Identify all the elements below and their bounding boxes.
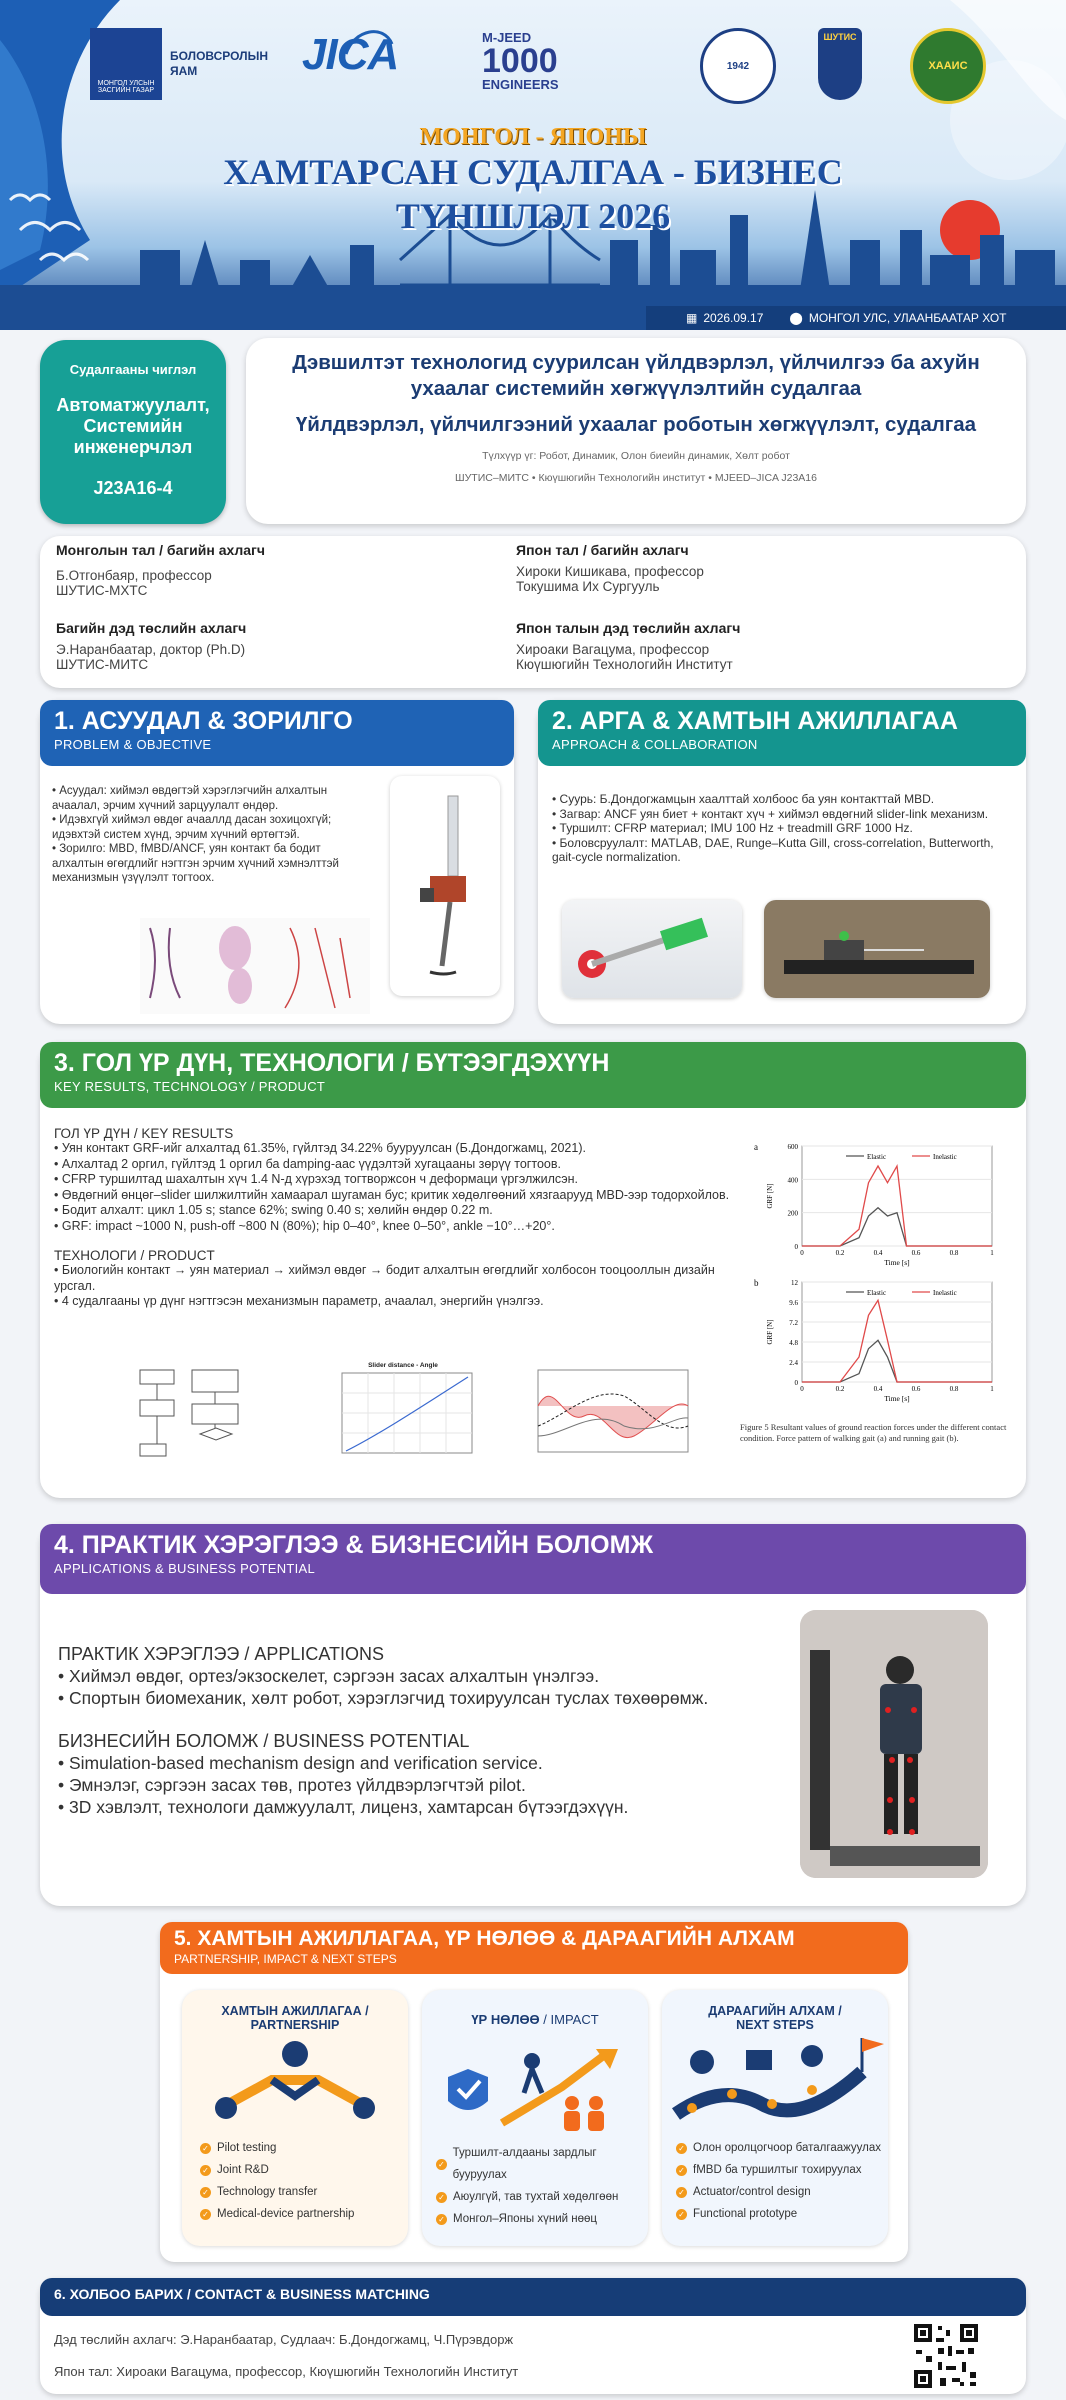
section-results-subtitle: KEY RESULTS, TECHNOLOGY / PRODUCT [54,1079,326,1094]
location-pin-icon: ⬤ [789,311,803,325]
project-title-card [246,338,1026,524]
mn-lead [56,542,265,598]
mn-lead-org: ШУТИС-МХТС [56,583,148,598]
legend-label: Inelastic [933,1153,957,1161]
calendar-icon: ▦ [686,311,698,325]
jp-lead [516,542,704,594]
section-problem-header [40,700,514,766]
test-rig-photo [764,900,990,998]
business-heading: БИЗНЕСИЙН БОЛОМЖ / BUSINESS POTENTIAL [58,1731,470,1751]
mjeed-text: M-JEED [482,30,532,45]
x-tick-label: 0 [800,1249,804,1257]
partnership-item-label: Joint R&D [217,2164,269,2176]
business-item: • 3D хэвлэлт, технологи дамжуулалт, лиценз, хамтарсан бүтээгдэхүүн. [58,1796,798,1818]
partnership-item [200,2137,408,2159]
next-step-label: Олон оролцогчоор баталгаажуулах [693,2142,882,2154]
x-tick-label: 0.2 [835,1249,845,1257]
jp-sub-lead [516,620,740,672]
check-icon: ✓ [436,2214,447,2225]
gait-cycle-chart [524,1366,704,1470]
legend-label: Inelastic [933,1289,957,1297]
mn-lead-name: Б.Отгонбаяр, профессор [56,568,212,583]
approach-item: • Суурь: Б.Дондогжамцын хаалттай холбоос ба уян контакттай MBD. [552,792,1012,807]
poster-title-line2: ТҮНШЛЭЛ 2026 [395,196,671,236]
y-tick-label: 4.8 [789,1339,798,1347]
y-axis-label: GRF [N] [766,1183,774,1209]
y-tick-label: 2.4 [789,1359,798,1367]
project-title: Дэвшилтэт технологид суурилсан үйлдвэрлэл, үйлчилгээ ба ахуйн ухаалаг системийн хөгжүүлэлтийн судалгаа [292,351,980,400]
treadmill-walking-photo [800,1610,988,1878]
test-rig-icon [764,900,990,998]
impact-item-label: Аюулгүй, тав тухтай хөдөлгөөн [453,2191,619,2203]
section-approach-subtitle: APPROACH & COLLABORATION [552,737,758,752]
results-heading: ГОЛ ҮР ДҮН / KEY RESULTS [54,1126,234,1141]
panel-label: b [754,1278,759,1288]
y-tick-label: 400 [787,1176,798,1185]
check-icon: ✓ [200,2143,211,2154]
check-icon: ✓ [676,2143,687,2154]
tech-item: • 4 судалгааны үр дүнг нэгтгэсэн механизмын параметр, ачаалал, энергийн үнэлгээ. [54,1294,754,1310]
partnership-col-heading: ХАМТЫН АЖИЛЛАГАА / [221,2004,369,2018]
problem-item: • Асуудал: хиймэл өвдөгтэй хэрэглэгчийн алхалтын ачаалал, эрчим хүчний зарцуулалт өндөр. [52,784,372,813]
y-tick-label: 600 [787,1143,798,1151]
section-results-title: 3. ГОЛ ҮР ДҮН, ТЕХНОЛОГИ / БҮТЭЭГДЭХҮҮН [54,1049,610,1077]
problem-item: • Зорилго: MBD, fMBD/ANCF, уян контакт ба бодит алхалтын өгөгдлийг нэгтгэн эрчим хүчний хэмнэлттэй механизмын үзүүлэлт тогтоох. [52,842,372,886]
section-problem [40,700,514,1024]
partnership-item [200,2181,408,2203]
impact-item-label: Монгол–Японы хүний нөөц [453,2213,598,2225]
x-tick-label: 0 [800,1385,804,1393]
partnership-item-label: Medical-device partnership [217,2208,355,2220]
next-step-label: Functional prototype [693,2208,798,2220]
y-tick-label: 12 [791,1279,798,1287]
plot-area [802,1282,992,1382]
direction-field: Автоматжуулалт, Системийн инженерчлэл [56,395,210,457]
next-step-label: Actuator/control design [693,2186,811,2198]
x-tick-label: 0.6 [911,1249,921,1257]
section-problem-title: 1. АСУУДАЛ & ЗОРИЛГО [54,707,353,735]
next-steps-heading2: NEXT STEPS [736,2018,814,2032]
applications-heading: ПРАКТИК ХЭРЭГЛЭЭ / APPLICATIONS [58,1644,385,1664]
impact-item [436,2142,648,2186]
direction-label: Судалгааны чиглэл [69,362,197,377]
poster-header [0,0,1066,330]
section-approach-header [538,700,1026,766]
figure-caption: Figure 5 Resultant values of ground reaction forces under the different contact condition. Force pattern of walking gait (a) and running gait (b). [740,1422,1007,1443]
x-tick-label: 0.2 [835,1385,845,1393]
contact-line-mn: Дэд төслийн ахлагч: Э.Наранбаатар, Судлаач: Б.Дондогжамц, Ч.Пүрэвдорж [54,2332,514,2347]
x-tick-label: 0.8 [949,1249,959,1257]
must-shield-text: ШУТИС [823,32,857,42]
research-direction-box [40,340,226,524]
section-partnership-subtitle: PARTNERSHIP, IMPACT & NEXT STEPS [174,1952,397,1966]
problem-item: • Идэвхгүй хиймэл өвдөг ачааллд дасан зохицохгүй; идэвхтэй систем хүнд, эрчим хүчний өртөгтэй. [52,813,372,842]
jica-text: JICA [302,30,399,79]
section-partnership-header [160,1922,908,1974]
jp-lead-heading: Япон тал / багийн ахлагч [516,542,689,558]
result-item: • Уян контакт GRF-ийг алхалтад 61.35%, гүйлтэд 34.22% бууруулсан (Б.Дондогжамц, 2021). [54,1141,754,1157]
jp-lead-org: Токушима Их Сургууль [516,579,660,594]
x-axis-label: Time [s] [884,1258,910,1267]
ministry-logo [90,28,269,100]
next-steps-list [662,2137,888,2225]
must-shield-logo [818,28,862,100]
result-item: • Алхалтад 2 оргил, гүйлтэд 1 оргил ба damping-аас үүдэлтэй хугацааны зөрүү тогтоов. [54,1157,754,1173]
y-tick-label: 7.2 [789,1319,798,1327]
contact-line-jp: Япон тал: Хироаки Вагацума, профессор, Кюүшюгийн Технологийн Институт [54,2364,519,2379]
tech-heading: ТЕХНОЛОГИ / PRODUCT [54,1248,215,1263]
x-tick-label: 0.4 [873,1249,883,1257]
impact-item [436,2208,648,2230]
section-results [40,1042,1026,1498]
partnership-item [200,2159,408,2181]
mn-sub-heading: Багийн дэд төслийн ахлагч [56,620,247,636]
slider-angle-chart [328,1362,478,1466]
section-applications-header [40,1524,1026,1594]
flowchart-icon [130,1364,260,1464]
applications-list [58,1665,798,1709]
jp-sub-name: Хироаки Вагацума, профессор [516,642,710,657]
section-contact-title: 6. ХОЛБОО БАРИХ / CONTACT & BUSINESS MATCHING [54,2286,430,2302]
growth-impact-icon [422,2027,648,2137]
mjeed-engineers: ENGINEERS [482,77,559,92]
result-item: • CFRP туршилтад шахалтын хүч 1.4 N-д хүрэхэд тогтворжсон ч деформаци үргэлжилсэн. [54,1172,754,1188]
mongolia-emblem-icon [90,28,162,100]
impact-column [422,1990,648,2246]
partnership-item [200,2203,408,2225]
partnership-column [182,1990,408,2246]
x-axis-label: Time [s] [884,1394,910,1403]
section-applications [40,1524,1026,1906]
next-steps-heading: ДАРААГИЙН АЛХАМ / [708,2004,842,2018]
anatomy-sketch-icon [140,918,370,1014]
mjeed-logo [482,30,559,92]
partnership-item-label: Pilot testing [217,2142,277,2154]
slider-angle-title: Slider distance - Angle [368,1362,438,1369]
result-item: • Өвдөгний өнцөг–slider шилжилтийн хамаарал шугаман бус; критик хөдөлгөөний хязгаарууд MBD-ээр тодорхойлов. [54,1188,754,1204]
cad-model-image [562,900,742,998]
direction-code: J23A16-4 [93,478,173,498]
knee-mechanism-icon [390,776,500,996]
section-partnership [160,1922,908,2262]
prosthetic-knee-photo [390,776,500,996]
impact-item-label: Туршилт-алдааны зардлыг бууруулах [452,2147,597,2181]
cad-mechanism-icon [562,900,742,998]
next-step-item [676,2137,888,2159]
result-item: • Бодит алхалт: цикл 1.05 s; stance 62%; swing 0.40 s; хөлийн өндөр 0.22 m. [54,1203,754,1219]
y-axis-label: GRF [N] [766,1319,774,1345]
university-seal-logo [700,28,776,104]
jp-sub-org: Кюүшюгийн Технологийн Институт [516,657,733,672]
mn-sub-org: ШУТИС-МИТС [56,657,149,672]
legend-label: Elastic [867,1289,887,1297]
impact-item [436,2186,648,2208]
tech-item: • Биологийн контакт → уян материал → хиймэл өвдөг → бодит алхалтын өгөгдлийг холбосон тооцооллын дизайн урсгал. [54,1263,754,1294]
business-item: • Эмнэлэг, сэргээн засах төв, протез үйлдвэрлэгчтэй pilot. [58,1774,798,1796]
approach-item: • Загвар: ANCF уян биет + контакт хүч + хиймэл өвдөгний slider-link механизм. [552,807,1012,822]
mn-sub-lead [56,620,246,672]
x-tick-label: 0.8 [949,1385,959,1393]
mjeed-1000: 1000 [482,42,558,80]
tech-list [54,1263,754,1310]
team-card [40,536,1026,688]
next-step-item [676,2181,888,2203]
impact-list [422,2142,648,2230]
y-tick-label: 0 [794,1379,798,1387]
section-applications-subtitle: APPLICATIONS & BUSINESS POTENTIAL [54,1561,316,1576]
qr-code-icon[interactable] [912,2322,980,2390]
business-item: • Simulation-based mechanism design and verification service. [58,1752,798,1774]
results-text [54,1126,754,1310]
approach-item: • Боловсруулалт: MATLAB, DAE, Runge–Kutta Gill, cross-correlation, Butterworth, gait-cycle normalization. [552,836,1012,865]
impact-col-heading [422,2012,648,2027]
subproject-title: Үйлдвэрлэл, үйлчилгээний ухаалаг роботын хөгжүүлэлт, судалгаа [295,413,977,436]
jica-swoosh-icon [344,24,394,64]
section-approach [538,700,1026,1024]
next-step-item [676,2203,888,2225]
section-approach-title: 2. АРГА & ХАМТЫН АЖИЛЛАГАА [552,707,958,735]
section-partnership-title: 5. ХАМТЫН АЖИЛЛАГАА, ҮР НӨЛӨӨ & ДАРААГИЙН АЛХАМ [174,1927,795,1950]
section-contact [40,2278,1026,2394]
y-tick-label: 9.6 [789,1299,798,1307]
next-step-label: fMBD ба туршилтыг тохируулах [693,2164,862,2176]
result-item: • GRF: impact ~1000 N, push-off ~800 N (80%); hip 0–40°, knee 0–50°, ankle −10°…+20°. [54,1219,754,1235]
check-icon: ✓ [200,2165,211,2176]
legend-label: Elastic [867,1153,887,1161]
section-results-header [40,1042,1026,1108]
next-step-item [676,2159,888,2181]
partnership-list [182,2137,408,2225]
ministry-name: БОЛОВСРОЛЫН ЯАМ [170,49,269,78]
application-item: • Хиймэл өвдөг, ортез/экзоскелет, сэргээн засах алхалтын үнэлгээ. [58,1665,798,1687]
grf-running-chart [754,1278,994,1403]
approach-item: • Туршилт: CFRP материал; IMU 100 Hz + treadmill GRF 1000 Hz. [552,821,1012,836]
mn-sub-name: Э.Наранбаатар, доктор (Ph.D) [56,642,246,657]
grf-walking-chart [754,1142,994,1267]
results-list [54,1141,754,1234]
agri-university-logo [910,28,986,104]
next-steps-column [662,1990,888,2246]
gait-cycle-plot [524,1366,704,1470]
event-location: МОНГОЛ УЛС, УЛААНБААТАР ХОТ [808,311,1007,325]
roadmap-icon [662,2032,888,2132]
organizations-line: ШУТИС–МИТС • Кюүшюгийн Технологийн институт • MJEED–JICA J23A16 [455,472,817,484]
check-icon: ✓ [676,2209,687,2220]
check-icon: ✓ [676,2165,687,2176]
impact-heading-mn: ҮР НӨЛӨӨ [471,2012,540,2027]
problem-list [52,784,372,886]
jp-sub-heading: Япон талын дэд төслийн ахлагч [516,620,741,636]
y-tick-label: 0 [794,1243,798,1251]
poster-title-line1: ХАМТАРСАН СУДАЛГАА - БИЗНЕС [223,152,843,192]
check-icon: ✓ [676,2187,687,2198]
slider-angle-plot [328,1369,478,1465]
approach-list [552,792,1012,865]
jica-logo [302,30,398,80]
keywords: Түлхүүр үг: Робот, Динамик, Олон биеийн динамик, Хөлт робот [482,450,790,462]
flowchart-figure [130,1364,260,1464]
check-icon: ✓ [436,2192,447,2203]
x-tick-label: 1 [990,1249,994,1257]
event-date: 2026.09.17 [703,311,764,325]
handshake-icon [182,2032,408,2132]
agri-logo-text: ХААИС [928,60,968,72]
section-applications-title: 4. ПРАКТИК ХЭРЭГЛЭЭ & БИЗНЕСИЙН БОЛОМЖ [54,1531,654,1559]
ministry-emblem-text: МОНГОЛ УЛСЫН ЗАСГИЙН ГАЗАР [97,80,155,94]
x-tick-label: 0.6 [911,1385,921,1393]
applications-text [58,1644,798,1818]
application-item: • Спортын биомеханик, хөлт робот, хэрэглэгчид тохируулсан туслах төхөөрөмж. [58,1687,798,1709]
jp-lead-name: Хироки Кишикава, профессор [516,564,704,579]
check-icon: ✓ [200,2187,211,2198]
knee-anatomy-figure [140,918,370,1014]
partnership-item-label: Technology transfer [217,2186,318,2198]
check-icon: ✓ [200,2209,211,2220]
partnership-col-heading2: PARTNERSHIP [250,2018,340,2032]
panel-label: a [754,1142,758,1152]
section-problem-subtitle: PROBLEM & OBJECTIVE [54,737,212,752]
business-list [58,1752,798,1818]
section-contact-header [40,2278,1026,2316]
x-tick-label: 0.4 [873,1385,883,1393]
impact-heading-en: / IMPACT [543,2012,599,2027]
seal-year: 1942 [726,60,750,72]
grf-figure [750,1138,1010,1428]
plot-area [802,1146,992,1246]
event-info-bar [646,306,1066,330]
y-tick-label: 200 [787,1209,798,1218]
x-tick-label: 1 [990,1385,994,1393]
person-with-markers-icon [800,1610,988,1878]
poster-kicker: МОНГОЛ - ЯПОНЫ [419,124,647,150]
check-icon: ✓ [437,2159,445,2169]
mn-lead-heading: Монголын тал / багийн ахлагч [56,542,265,558]
